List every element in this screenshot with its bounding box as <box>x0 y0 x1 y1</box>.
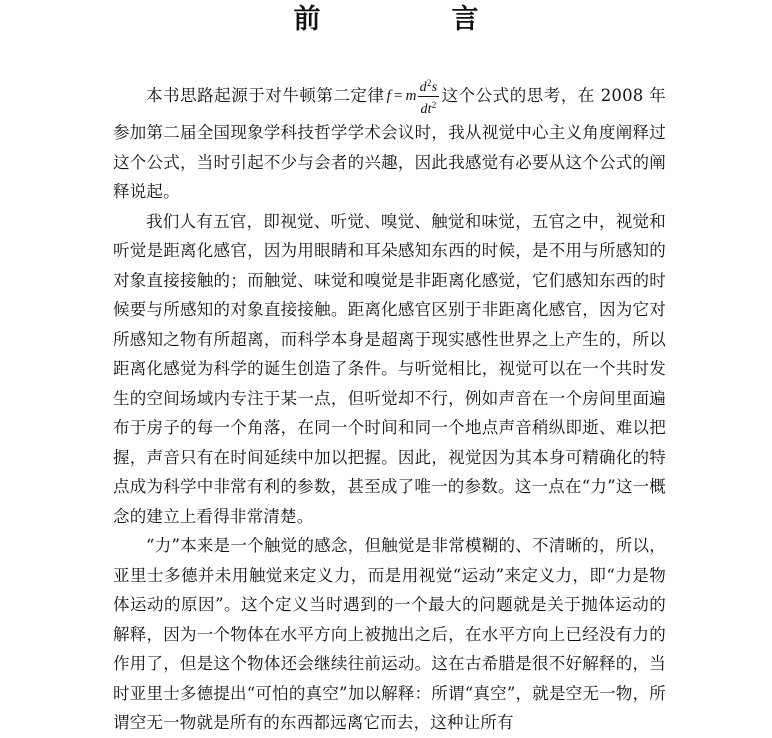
paragraph-1-lead: 本书思路起源于对牛顿第二定律 <box>146 86 385 105</box>
formula-den-dt: dt <box>420 102 432 117</box>
formula-mass-symbol: m <box>405 88 417 104</box>
paragraph-1-rest: 这个公式的思考，在 2008 年参加第二届全国现象学科技哲学学术会议时，我从视觉中心主义角度阐释过这个公式，当时引起不少与会者的兴趣，因此我感觉有必要从这个公式的阐释说起。 <box>113 86 666 201</box>
formula-den-exp: 2 <box>431 100 437 110</box>
formula-num-d: d <box>419 80 427 95</box>
formula-force-symbol: f <box>386 88 391 104</box>
newton-second-law-formula <box>387 75 440 118</box>
formula-numerator <box>418 75 440 97</box>
paragraph-2: 我们人有五官，即视觉、听觉、嗅觉、触觉和味觉，五官之中，视觉和听觉是距离化感官，因为用眼睛和耳朵感知东西的时候，是不用与所感知的对象直接接触的；而触觉、味觉和嗅觉是非距离化感觉，它们感知东西的时候要与所感知的对象直接接触。距离化感官区别于非距离化感官，因为它对所感知之物有所超离，而科学本身是超离于现实感性世界之上产生的，所以距离化感觉为科学的诞生创造了条件。与听觉相比，视觉可以在一个共时发生的空间场域内专注于某一点，但听觉却不行，例如声音在一个房间里面遍布于房子的每一个角落，在同一个时间和同一个地点声音稍纵即逝、难以把握，声音只有在时间延续中加以把握。因此，视觉因为其本身可精确化的特点成为科学中非常有利的参数，甚至成了唯一的参数。这一点在“力”这一概念的建立上看得非常清楚。 <box>113 211 666 526</box>
formula-denominator <box>418 97 440 118</box>
formula-num-s: s <box>431 80 438 95</box>
formula-num-exp: 2 <box>426 78 432 88</box>
body-text <box>113 75 666 738</box>
paragraph-1 <box>113 75 666 207</box>
formula-fraction <box>418 75 440 118</box>
paragraph-3: “力”本来是一个触觉的感念，但触觉是非常模糊的、不清晰的，所以，亚里士多德并未用触觉来定义力，而是用视觉“运动”来定义力，即“力是物体运动的原因”。这个定义当时遇到的一个最大的问题就是关于抛体运动的解释，因为一个物体在水平方向上被抛出之后，在水平方向上已经没有力的作用了，但是这个物体还会继续往前运动。这在古希腊是很不好解释的，当时亚里士多德提出“可怕的真空”加以解释：所谓“真空”，就是空无一物，所谓空无一物就是所有的东西都远离它而去，这种让所有 <box>113 536 666 732</box>
formula-equals-sign: = <box>393 88 403 104</box>
page-title: 前 言 <box>293 4 531 35</box>
